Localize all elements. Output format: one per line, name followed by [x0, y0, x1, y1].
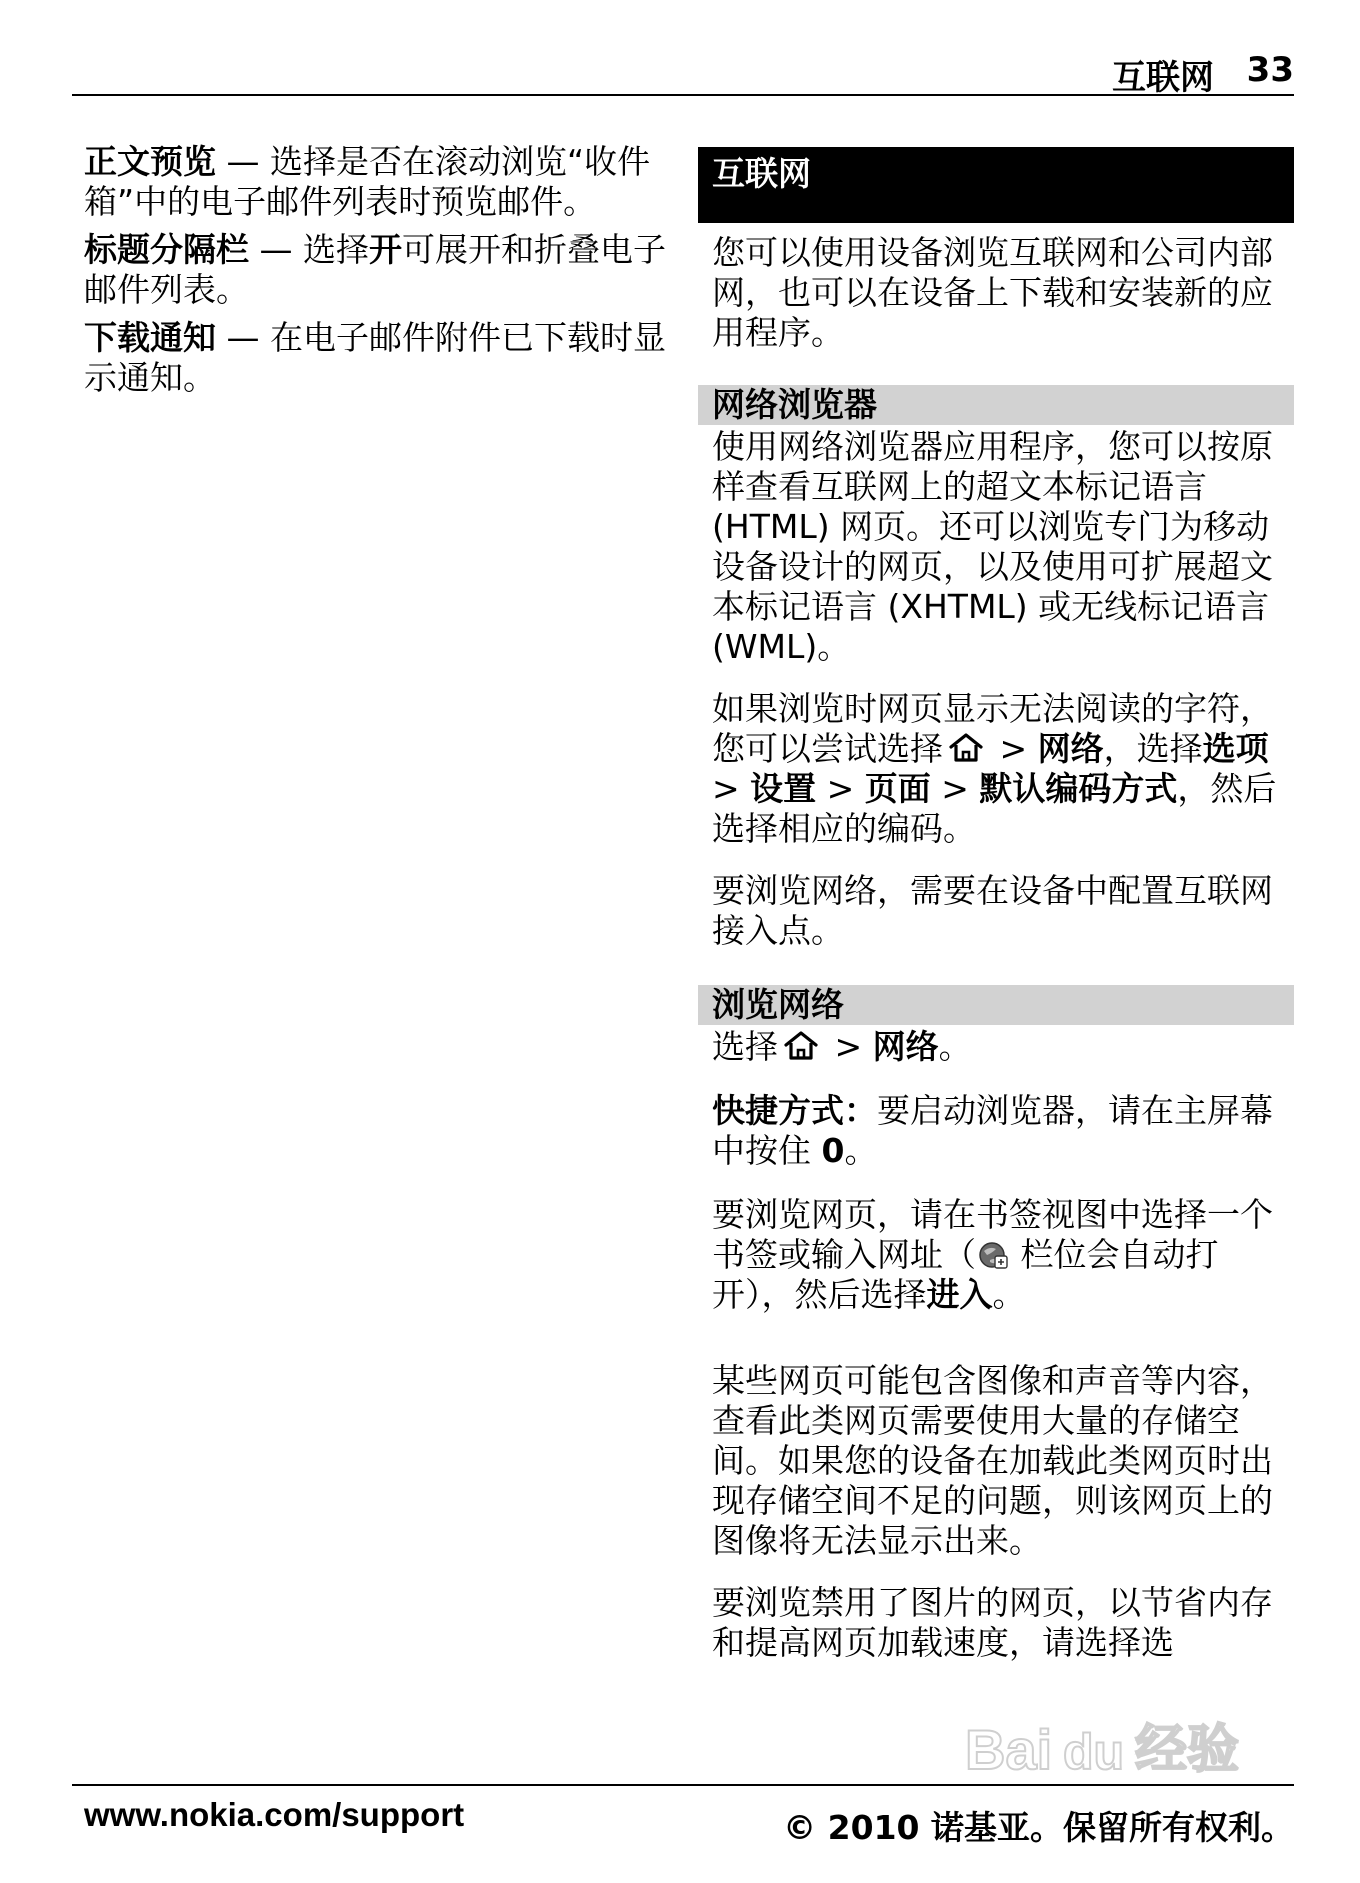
menu-options: 选项	[1202, 729, 1269, 768]
text: 。	[992, 1275, 1026, 1314]
copyright-notice: © 2010 诺基亚。保留所有权利。	[783, 1808, 1294, 1847]
page-number: 33	[1246, 50, 1294, 90]
section-heading-browse-web: 浏览网络	[698, 985, 1294, 1025]
text: ，然后选择相应的编码。	[712, 769, 1277, 848]
menu-web: 网络	[1037, 729, 1104, 768]
page-header	[72, 38, 1294, 96]
key-zero: 0	[821, 1131, 845, 1170]
arrow-separator: >	[930, 769, 980, 808]
term-download-notice: 下载通知	[84, 318, 216, 357]
intro-paragraph: 您可以使用设备浏览互联网和公司内部网，也可以在设备上下载和安装新的应用程序。	[712, 233, 1273, 352]
watermark-latin: Bai	[965, 1718, 1053, 1781]
text: 。	[938, 1027, 972, 1066]
command-enter: 进入	[926, 1275, 993, 1314]
menu-settings: 设置	[750, 769, 817, 808]
section-heading-internet: 互联网	[698, 147, 1294, 223]
section-heading-web-browser: 网络浏览器	[698, 385, 1294, 425]
watermark-cn: 经验	[1135, 1720, 1240, 1780]
browse-paragraph-5: 要浏览禁用了图片的网页，以节省内存和提高网页加载速度，请选择选	[712, 1583, 1273, 1662]
left-column	[84, 142, 670, 406]
browse-paragraph-2	[698, 1091, 1294, 1171]
right-column	[698, 147, 1294, 1663]
setting-item-download-notice	[84, 318, 670, 398]
option-on: 开	[368, 230, 402, 269]
text: ，选择	[1103, 729, 1203, 768]
separator: —	[249, 230, 303, 269]
separator: —	[216, 318, 270, 357]
browser-paragraph-1: 使用网络浏览器应用程序，您可以按原样查看互联网上的超文本标记语言 (HTML) 网页。还可以浏览专门为移动设备设计的网页，以及使用可扩展超文本标记语言 (XHTML) 或无线标记语言 (WML)。	[712, 427, 1273, 666]
browse-paragraph-3	[698, 1195, 1294, 1315]
watermark-du: du	[1063, 1724, 1125, 1780]
text: 栏位会自动打开），然后选择	[712, 1235, 1219, 1314]
home-icon	[947, 732, 985, 764]
arrow-separator: >	[989, 729, 1038, 768]
page-footer	[72, 1784, 1294, 1856]
description-b: 可展开和折叠电子邮件列表。	[84, 230, 666, 309]
web-address-icon	[978, 1239, 1008, 1269]
text: 要浏览网页，请在书签视图中选择一个书签或输入网址（	[712, 1195, 1273, 1274]
baidu-watermark	[965, 1715, 1275, 1785]
setting-item-title-divider	[84, 230, 670, 310]
home-icon	[782, 1030, 820, 1062]
header-title: 互联网	[1112, 58, 1214, 98]
browse-paragraph-4: 某些网页可能包含图像和声音等内容，查看此类网页需要使用大量的存储空间。如果您的设备在加载此类网页时出现存储空间不足的问题，则该网页上的图像将无法显示出来。	[712, 1361, 1273, 1560]
text: 选择	[712, 1027, 778, 1066]
term-body-preview: 正文预览	[84, 142, 216, 181]
shortcut-label: 快捷方式：	[712, 1091, 877, 1130]
arrow-separator: >	[712, 769, 751, 808]
text: 如果浏览时网页显示无法阅读的字符，您可以尝试选择	[712, 689, 1273, 768]
browser-paragraph-2	[698, 689, 1294, 849]
term-title-divider: 标题分隔栏	[84, 230, 249, 269]
setting-item-body-preview	[84, 142, 670, 222]
arrow-separator: >	[824, 1027, 873, 1066]
description-a: 选择	[302, 230, 369, 269]
menu-web: 网络	[872, 1027, 939, 1066]
browser-paragraph-3: 要浏览网络，需要在设备中配置互联网接入点。	[712, 871, 1273, 950]
menu-default-encoding: 默认编码方式	[979, 769, 1178, 808]
arrow-separator: >	[816, 769, 865, 808]
support-url: www.nokia.com/support	[84, 1796, 465, 1833]
separator: —	[216, 142, 270, 181]
menu-page: 页面	[864, 769, 931, 808]
description: 在电子邮件附件已下载时显示通知。	[84, 318, 666, 397]
description: 选择是否在滚动浏览“收件箱”中的电子邮件列表时预览邮件。	[84, 142, 651, 221]
text: 。	[844, 1131, 878, 1170]
browse-paragraph-1	[698, 1027, 1294, 1067]
text: 要启动浏览器，请在主屏幕中按住	[712, 1091, 1273, 1170]
